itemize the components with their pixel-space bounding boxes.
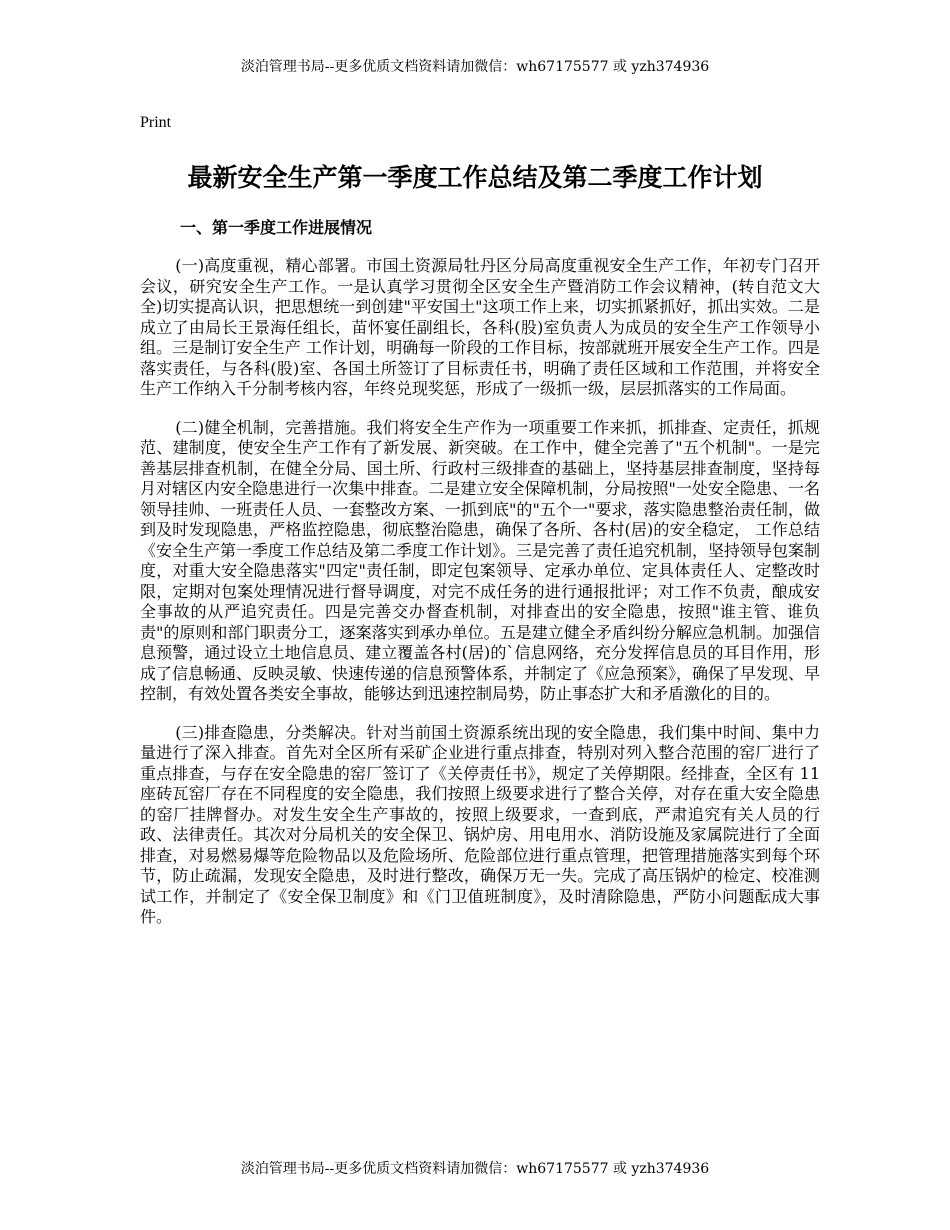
page-header-note: 淡泊管理书局--更多优质文档资料请加微信：wh67175577 或 yzh374936 [240, 59, 710, 75]
paragraph-3: (三)排查隐患，分类解决。针对当前国土资源系统出现的安全隐患，我们集中时间、集中力量进行了深入排查。首先对全区所有采矿企业进行重点排查，特别对列入整合范围的窑厂进行了重点排查，与存在安全隐患的窑厂签订了《关停责任书》，规定了关停期限。经排查，全区有 11 座砖瓦窑厂存在不同程度的安全隐患，我们按照上级要求进行了整合关停，对存在重大安全隐患的窑厂挂牌督办。对发生安全生产事故的，按照上级要求，一查到底，严肃追究有关人员的行政、法律责任。其次对分局机关的安全保卫、锅炉房、用电用水、消防设施及家属院进行了全面排查，对易燃易爆等危险物品以及危险场所、危险部位进行重点管理，把管理措施落实到每个环节，防止疏漏，发现安全隐患，及时进行整改，确保万无一失。完成了高压锅炉的检定、校准测试工作，并制定了《安全保卫制度》和《门卫值班制度》，及时清除隐患，严防小问题酝成大事件。 [140, 722, 820, 926]
document-body [140, 256, 820, 946]
paragraph-2: (二)健全机制，完善措施。我们将安全生产作为一项重要工作来抓，抓排查、定责任，抓规范、建制度，使安全生产工作有了新发展、新突破。在工作中，健全完善了"五个机制"。一是完善基层排查机制，在健全分局、国土所、行政村三级排查的基础上，坚持基层排查制度，坚持每月对辖区内安全隐患进行一次集中排查。二是建立安全保障机制，分局按照"一处安全隐患、一名领导挂帅、一班责任人员、一套整改方案、一抓到底"的"五个一"要求，落实隐患整治责任制，做到及时发现隐患，严格监控隐患，彻底整治隐患，确保了各所、各村(居)的安全稳定， 工作总结 《安全生产第一季度工作总结及第二季度工作计划》。三是完善了责任追究机制，坚持领导包案制度，对重大安全隐患落实"四定"责任制，即定包案领导、定承办单位、定具体责任人、定整改时限，定期对包案处理情况进行督导调度，对完不成任务的进行通报批评；对工作不负责，酿成安全事故的从严追究责任。四是完善交办督查机制，对排查出的安全隐患，按照"谁主管、谁负责"的原则和部门职责分工，逐案落实到承办单位。五是建立健全矛盾纠纷分解应急机制。加强信息预警，通过设立土地信息员、建立覆盖各村(居)的`信息网络，充分发挥信息员的耳目作用，形成了信息畅通、反映灵敏、快速传递的信息预警体系，并制定了《应急预案》，确保了早发现、早控制，有效处置各类安全事故，能够达到迅速控制局势，防止事态扩大和矛盾激化的目的。 [140, 417, 821, 703]
page-footer-note: 淡泊管理书局--更多优质文档资料请加微信：wh67175577 或 yzh374936 [240, 1161, 710, 1177]
section-heading: 一、第一季度工作进展情况 [180, 218, 373, 237]
document-title: 最新安全生产第一季度工作总结及第二季度工作计划 [187, 163, 763, 192]
paragraph-1: (一)高度重视，精心部署。市国土资源局牡丹区分局高度重视安全生产工作，年初专门召开会议，研究安全生产工作。一是认真学习贯彻全区安全生产暨消防工作会议精神，(转自范文大全)切实提高认识，把思想统一到创建"平安国土"这项工作上来，切实抓紧抓好，抓出实效。二是成立了由局长王景海任组长，苗怀宴任副组长，各科(股)室负责人为成员的安全生产工作领导小组。三是制订安全生产 工作计划，明确每一阶段的工作目标，按部就班开展安全生产工作。四是落实责任，与各科(股)室、各国土所签订了目标责任书，明确了责任区域和工作范围，并将安全生产工作纳入千分制考核内容，年终兑现奖惩，形成了一级抓一级，层层抓落实的工作局面。 [140, 256, 820, 398]
print-label: Print [140, 114, 172, 131]
